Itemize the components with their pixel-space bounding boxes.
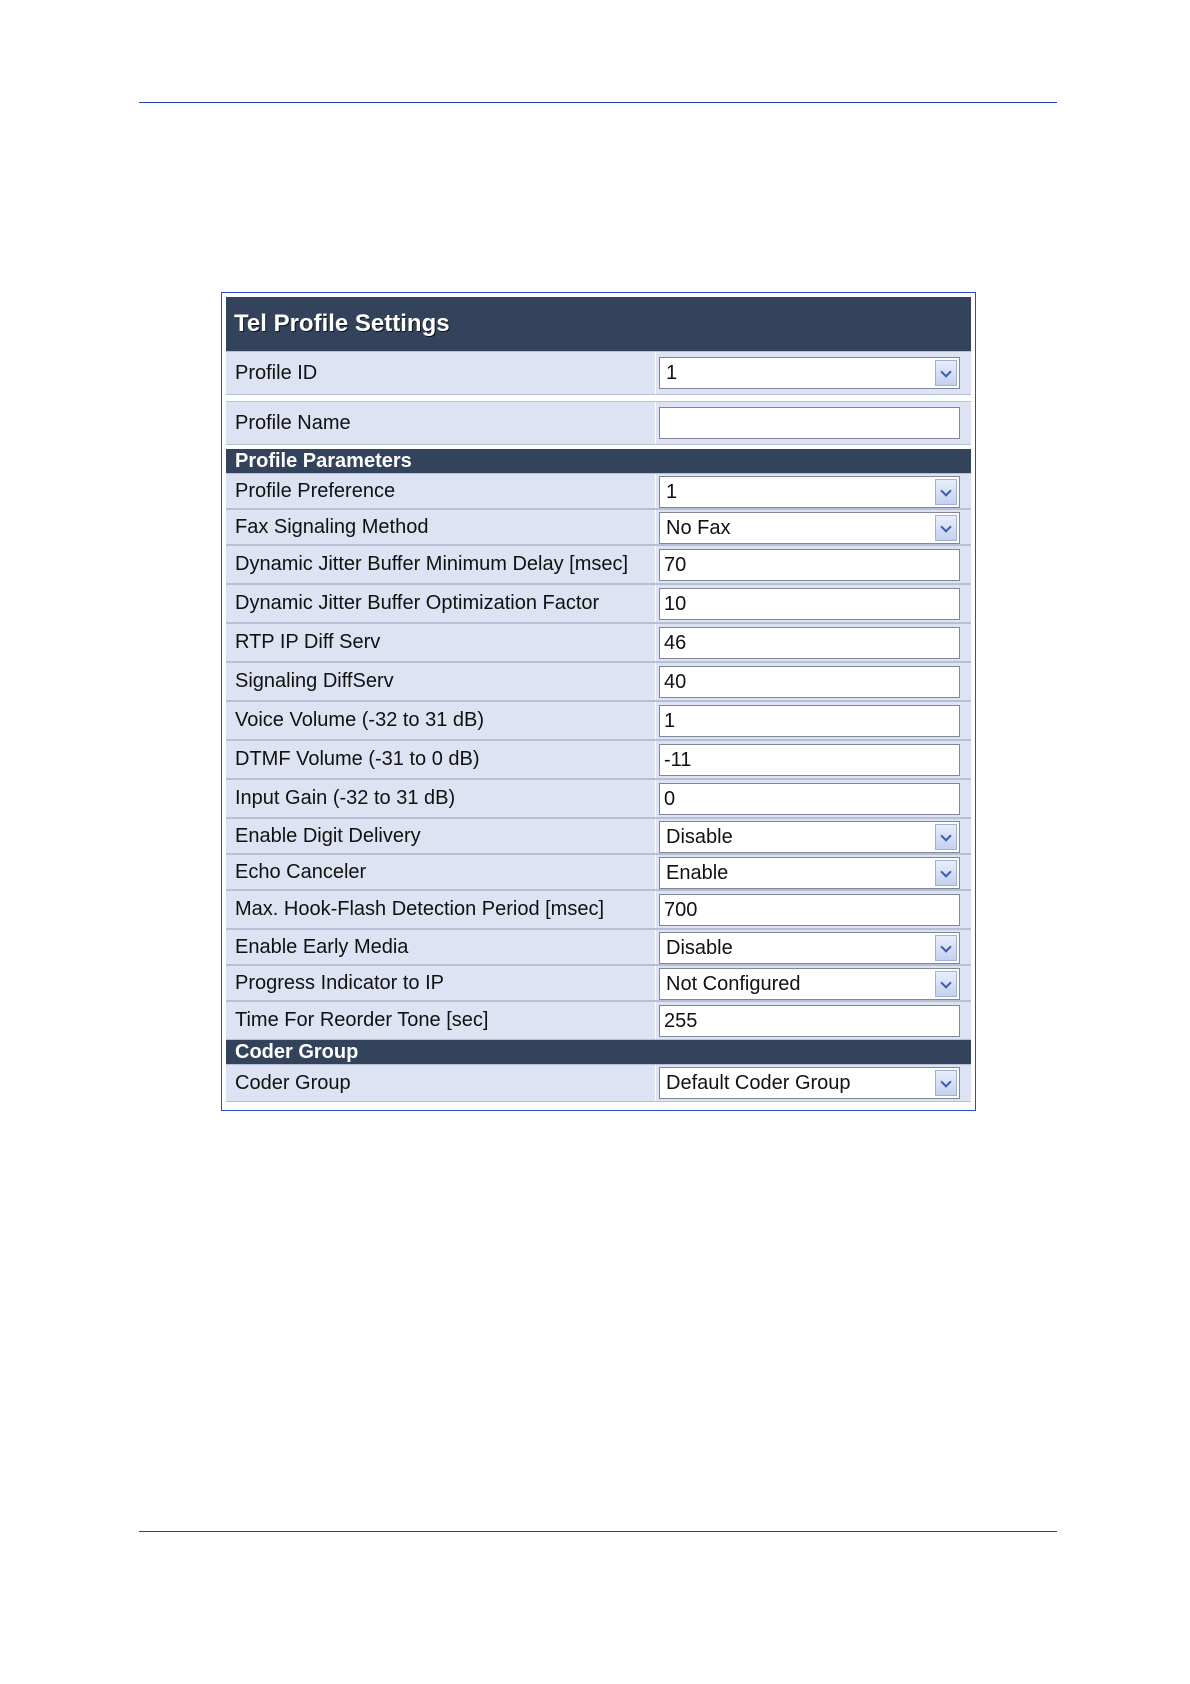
progress-indicator-value: Not Configured <box>666 973 801 995</box>
fax-signaling-method-row <box>226 509 971 545</box>
profile-id-value: 1 <box>666 362 678 384</box>
fax-signaling-method-value: No Fax <box>666 517 731 539</box>
chevron-down-icon[interactable] <box>935 824 957 850</box>
jitter-min-delay-label: Dynamic Jitter Buffer Minimum Delay [msec] <box>235 553 629 575</box>
panel-title: Tel Profile Settings <box>226 297 971 351</box>
coder-group-select[interactable] <box>659 1067 960 1099</box>
coder-group-value: Default Coder Group <box>666 1072 851 1094</box>
rtp-ip-diffserv-row <box>226 623 971 662</box>
signaling-diffserv-label: Signaling DiffServ <box>235 670 394 692</box>
signaling-diffserv-input[interactable] <box>659 666 960 698</box>
rtp-ip-diffserv-label: RTP IP Diff Serv <box>235 631 381 653</box>
voice-volume-label: Voice Volume (-32 to 31 dB) <box>235 709 485 731</box>
profile-preference-select[interactable] <box>659 476 960 508</box>
chevron-down-icon[interactable] <box>935 1070 957 1096</box>
chevron-down-icon[interactable] <box>935 971 957 997</box>
jitter-opt-factor-row <box>226 584 971 623</box>
coder-group-label: Coder Group <box>235 1072 351 1094</box>
reorder-tone-time-row <box>226 1001 971 1040</box>
hook-flash-period-label: Max. Hook-Flash Detection Period [msec] <box>235 898 605 920</box>
profile-name-row <box>226 401 971 445</box>
echo-canceler-value: Enable <box>666 862 729 884</box>
profile-name-input[interactable] <box>659 407 960 439</box>
input-gain-input[interactable] <box>659 783 960 815</box>
jitter-min-delay-input[interactable] <box>659 549 960 581</box>
tel-profile-settings-panel <box>221 292 976 1111</box>
section-profile-parameters: Profile Parameters <box>226 449 971 473</box>
profile-preference-row <box>226 473 971 509</box>
dtmf-volume-row <box>226 740 971 779</box>
progress-indicator-row <box>226 965 971 1001</box>
chevron-down-icon[interactable] <box>935 515 957 541</box>
input-gain-label: Input Gain (-32 to 31 dB) <box>235 787 456 809</box>
section-coder-group: Coder Group <box>226 1040 971 1064</box>
profile-name-label: Profile Name <box>235 412 351 434</box>
profile-preference-value: 1 <box>666 481 678 503</box>
echo-canceler-select[interactable] <box>659 857 960 889</box>
enable-digit-delivery-select[interactable] <box>659 821 960 853</box>
enable-digit-delivery-value: Disable <box>666 826 733 848</box>
dtmf-volume-input[interactable] <box>659 744 960 776</box>
profile-id-label: Profile ID <box>235 362 318 384</box>
fax-signaling-method-select[interactable] <box>659 512 960 544</box>
echo-canceler-label: Echo Canceler <box>235 861 367 883</box>
jitter-opt-factor-label: Dynamic Jitter Buffer Optimization Factor <box>235 592 600 614</box>
voice-volume-row <box>226 701 971 740</box>
enable-digit-delivery-row <box>226 818 971 854</box>
progress-indicator-label: Progress Indicator to IP <box>235 972 444 994</box>
profile-id-select[interactable] <box>659 357 960 389</box>
chevron-down-icon[interactable] <box>935 360 957 386</box>
voice-volume-input[interactable] <box>659 705 960 737</box>
signaling-diffserv-row <box>226 662 971 701</box>
enable-digit-delivery-label: Enable Digit Delivery <box>235 825 421 847</box>
chevron-down-icon[interactable] <box>935 479 957 505</box>
enable-early-media-row <box>226 929 971 965</box>
reorder-tone-time-label: Time For Reorder Tone [sec] <box>235 1009 489 1031</box>
jitter-opt-factor-input[interactable] <box>659 588 960 620</box>
input-gain-row <box>226 779 971 818</box>
jitter-min-delay-row <box>226 545 971 584</box>
rtp-ip-diffserv-input[interactable] <box>659 627 960 659</box>
fax-signaling-method-label: Fax Signaling Method <box>235 516 429 538</box>
enable-early-media-select[interactable] <box>659 932 960 964</box>
coder-group-row <box>226 1064 971 1102</box>
enable-early-media-value: Disable <box>666 937 733 959</box>
footer-rule <box>139 1531 1057 1532</box>
hook-flash-period-input[interactable] <box>659 894 960 926</box>
dtmf-volume-label: DTMF Volume (-31 to 0 dB) <box>235 748 480 770</box>
echo-canceler-row <box>226 854 971 890</box>
header-rule <box>139 102 1057 103</box>
reorder-tone-time-input[interactable] <box>659 1005 960 1037</box>
profile-id-row <box>226 351 971 395</box>
progress-indicator-select[interactable] <box>659 968 960 1000</box>
chevron-down-icon[interactable] <box>935 935 957 961</box>
profile-preference-label: Profile Preference <box>235 480 396 502</box>
hook-flash-period-row <box>226 890 971 929</box>
enable-early-media-label: Enable Early Media <box>235 936 409 958</box>
chevron-down-icon[interactable] <box>935 860 957 886</box>
